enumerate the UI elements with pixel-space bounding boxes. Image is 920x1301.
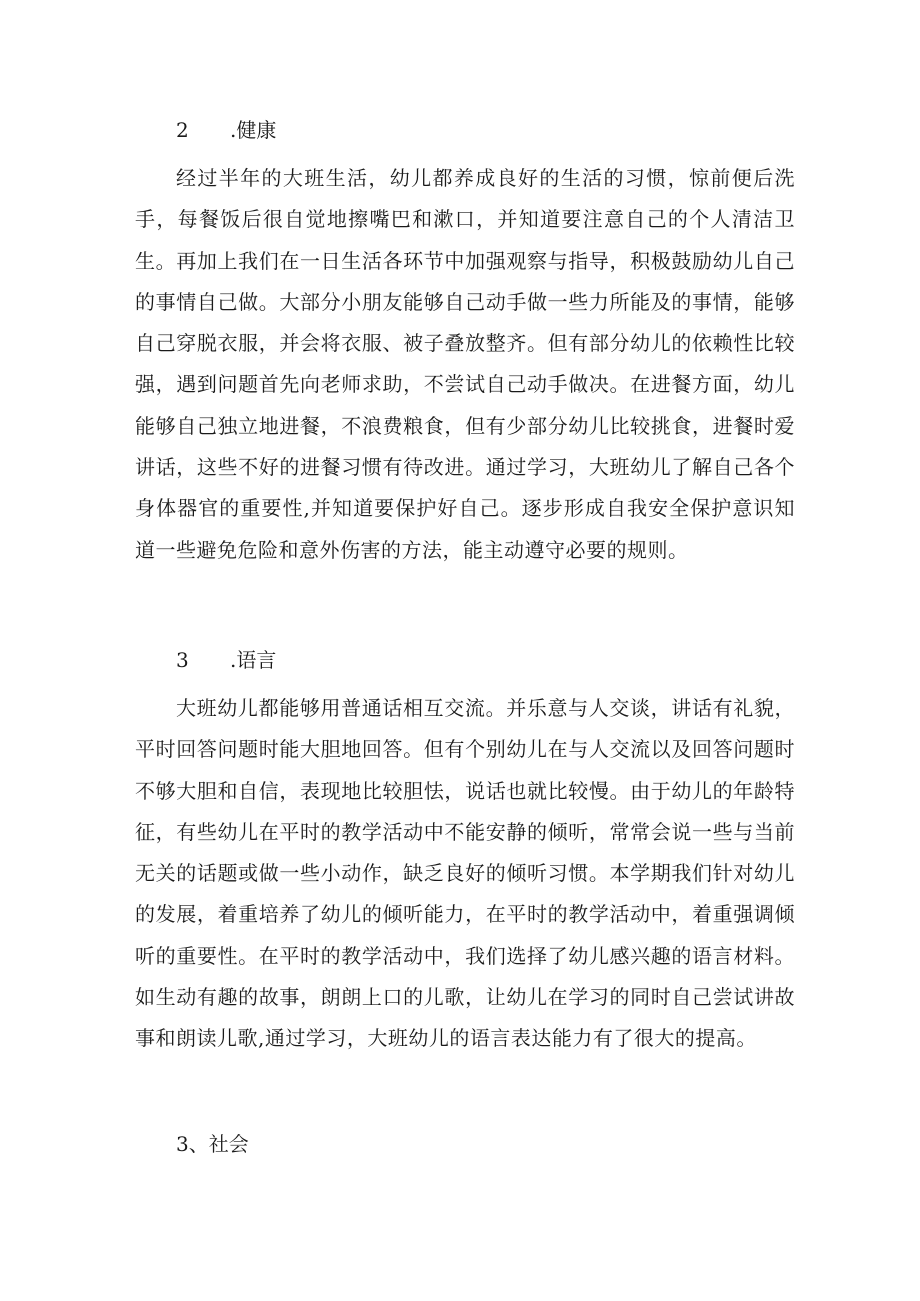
section-number: 3 [176, 648, 189, 672]
section-heading-health [176, 115, 276, 145]
section-body-health: 经过半年的大班生活，幼儿都养成良好的生活的习惯，惊前便后洗手，每餐饭后很自觉地擦嘴巴和漱口，并知道要注意自己的个人清洁卫生。再加上我们在一日生活各环节中加强观察与指导，积极鼓励幼儿自己的事情自己做。大部分小朋友能够自己动手做一些力所能及的事情，能够自己穿脱衣服，并会将衣服、被子叠放整齐。但有部分幼儿的依赖性比较强，遇到问题首先向老师求助，不尝试自己动手做决。在进餐方面，幼儿能够自己独立地进餐，不浪费粮食，但有少部分幼儿比较挑食，进餐时爱讲话，这些不好的进餐习惯有待改进。通过学习，大班幼儿了解自己各个身体器官的重要性,并知道要保护好自己。逐步形成自我安全保护意识知道一些避免危险和意外伤害的方法，能主动遵守必要的规则。 [135, 166, 795, 562]
section-number: 2 [176, 118, 189, 142]
section-heading-language [176, 645, 276, 675]
section-title: .语言 [230, 648, 277, 672]
section-number: 3、 [176, 1132, 209, 1156]
section-title: .健康 [230, 118, 277, 142]
section-title: 社会 [208, 1132, 249, 1156]
section-heading-society [176, 1129, 249, 1159]
section-body-language: 大班幼儿都能够用普通话相互交流。并乐意与人交谈，讲话有礼貌，平时回答问题时能大胆地回答。但有个别幼儿在与人交流以及回答问题时不够大胆和自信，表现地比较胆怯，说话也就比较慢。由于幼儿的年龄特征，有些幼儿在平时的教学活动中不能安静的倾听，常常会说一些与当前无关的话题或做一些小动作，缺乏良好的倾听习惯。本学期我们针对幼儿的发展，着重培养了幼儿的倾听能力，在平时的教学活动中，着重强调倾听的重要性。在平时的教学活动中，我们选择了幼儿感兴趣的语言材料。如生动有趣的故事，朗朗上口的儿歌，让幼儿在学习的同时自己尝试讲故事和朗读儿歌,通过学习，大班幼儿的语言表达能力有了很大的提高。 [135, 696, 795, 1051]
